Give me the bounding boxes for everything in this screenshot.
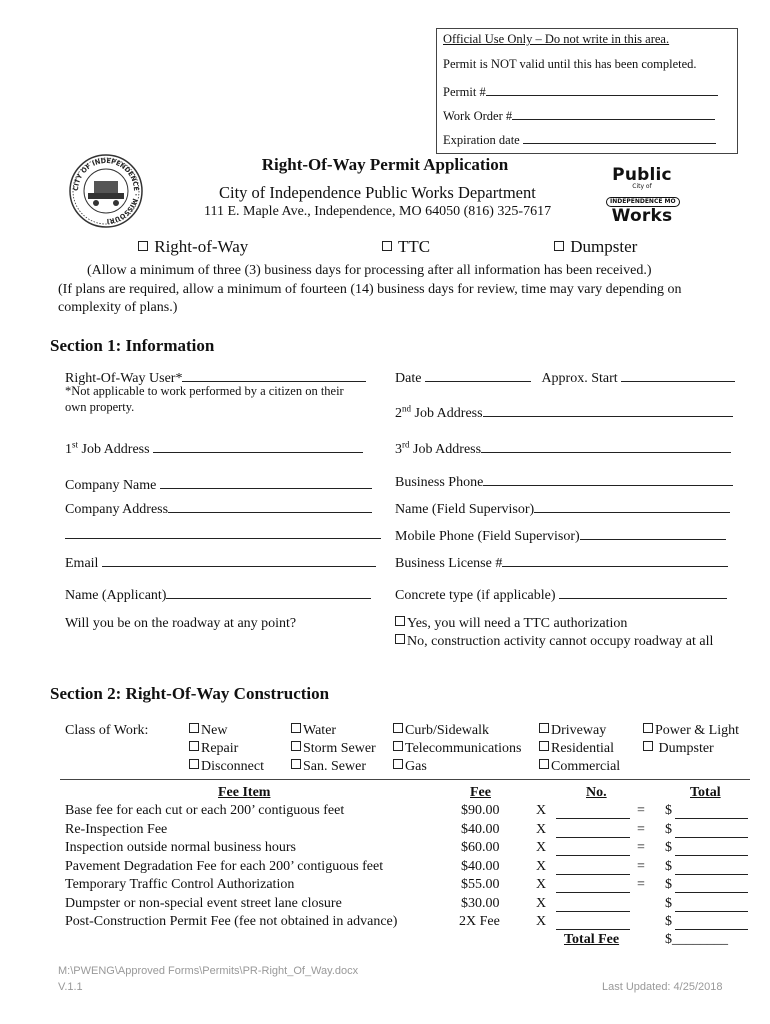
total-fee-label: Total Fee [564,932,620,947]
checkbox-dumpster[interactable] [554,241,564,251]
class-option-storm-sewer[interactable]: Storm Sewer [291,741,376,757]
quantity-field[interactable] [556,822,630,838]
total-fee-field[interactable]: $________ [665,932,728,947]
checkbox-ttc[interactable] [382,241,392,251]
row-total-field[interactable] [675,914,748,930]
row-user-field[interactable] [182,367,366,382]
company-address-line2-field[interactable] [65,538,381,539]
company-name-label: Company Name [65,478,157,493]
checkbox-roadway-yes[interactable] [395,616,405,626]
class-option-residential[interactable]: Residential [539,741,614,757]
section2-heading: Section 2: Right-Of-Way Construction [50,684,330,703]
option-dumpster[interactable]: Dumpster [554,237,637,257]
fee-amount: 2X Fee [459,914,500,929]
row-total-currency: $ [665,821,672,837]
fee-item-label: Pavement Degradation Fee for each 200’ contiguous feet [65,858,384,874]
fee-item-label: Base fee for each cut or each 200’ contiguous feet [65,803,345,818]
work-order-label: Work Order # [443,109,513,123]
multiply-sign: X [536,914,547,929]
class-option-curb-sidewalk[interactable]: Curb/Sidewalk [393,723,489,739]
roadway-yes-option[interactable]: Yes, you will need a TTC authorization [395,616,627,632]
field-supervisor-label: Name (Field Supervisor) [395,502,535,517]
not-valid-note: Permit is NOT valid until this has been completed. [443,57,697,71]
total-header: Total [690,785,721,800]
row-total-field[interactable] [675,803,748,819]
public-works-logo: Public City of INDEPENDENCE MO Works [606,167,678,221]
equals-sign: = [637,840,645,855]
multiply-sign: X [536,895,547,911]
quantity-field[interactable] [556,859,630,875]
checkbox-roadway-no[interactable] [395,634,405,644]
multiply-sign: X [536,877,547,892]
row-user-label: Right-Of-Way User* [65,371,183,386]
quantity-field[interactable] [556,803,630,819]
class-option-commercial[interactable]: Commercial [539,759,620,775]
option-ttc[interactable]: TTC [382,237,430,257]
department-address: 111 E. Maple Ave., Independence, MO 64050 (816) 325-7617 [204,204,552,219]
processing-note: (Allow a minimum of three (3) business days for processing after all information has been received.) [87,263,652,278]
form-title: Right-Of-Way Permit Application [261,155,509,174]
roadway-question: Will you be on the roadway at any point? [65,616,297,631]
approx-start-field[interactable] [621,367,735,382]
business-phone-field[interactable] [483,471,733,486]
job-address-1-label: Job Address [78,442,150,457]
class-option-new[interactable]: New [189,723,227,739]
date-field[interactable] [425,367,531,382]
concrete-type-field[interactable] [559,584,727,599]
equals-sign: = [637,803,645,818]
department-name: City of Independence Public Works Department [219,183,536,202]
fee-item-label: Re-Inspection Fee [65,821,168,837]
company-address-field[interactable] [168,498,372,513]
class-option-driveway[interactable]: Driveway [539,723,606,739]
mobile-phone-label: Mobile Phone (Field Supervisor) [395,529,580,544]
option-right-of-way[interactable]: Right-of-Way [138,237,248,257]
official-use-heading: Official Use Only – Do not write in this area. [443,32,670,46]
expiration-date-field[interactable] [523,129,716,144]
row-total-currency: $ [665,858,672,874]
quantity-field[interactable] [556,840,630,856]
company-address-label: Company Address [65,502,169,517]
multiply-sign: X [536,803,547,818]
fee-amount: $60.00 [461,840,500,855]
footer-file-path: M:\PWENG\Approved Forms\Permits\PR-Right_Of_Way.docx [58,965,359,977]
class-option-repair[interactable]: Repair [189,741,238,757]
row-total-field[interactable] [675,896,748,912]
job-address-3-label: Job Address [409,442,482,457]
footer-last-updated: Last Updated: 4/25/2018 [602,981,723,993]
equals-sign: = [637,858,645,874]
no-header: No. [586,785,607,800]
class-option-san-sewer[interactable]: San. Sewer [291,759,366,775]
fee-item-label: Post-Construction Permit Fee (fee not obtained in advance) [65,914,398,929]
multiply-sign: X [536,840,547,855]
official-use-box [436,28,738,154]
quantity-field[interactable] [556,896,630,912]
row-total-currency: $ [665,840,672,855]
permit-number-label: Permit # [443,85,486,99]
applicant-name-label: Name (Applicant) [65,588,167,603]
fee-amount: $55.00 [461,877,500,892]
row-user-note: *Not applicable to work performed by a citizen on their [65,384,344,398]
equals-sign: = [637,821,645,837]
plans-note: (If plans are required, allow a minimum of fourteen (14) business days for review, time may vary depending on [58,282,682,297]
row-total-field[interactable] [675,859,748,875]
class-option-water[interactable]: Water [291,723,336,739]
field-supervisor-field[interactable] [534,498,730,513]
row-total-currency: $ [665,895,672,911]
footer-version: V.1.1 [58,981,83,993]
row-total-currency: $ [665,877,672,892]
fee-item-label: Inspection outside normal business hours [65,840,296,855]
fee-item-label: Temporary Traffic Control Authorization [65,877,295,892]
fee-amount: $40.00 [461,821,500,837]
quantity-field[interactable] [556,914,630,930]
roadway-no-option[interactable]: No, construction activity cannot occupy roadway at all [395,634,713,650]
plans-note-cont: complexity of plans.) [58,300,178,315]
fee-item-label: Dumpster or non-special event street lane closure [65,895,342,911]
email-label: Email [65,556,99,571]
row-total-currency: $ [665,914,672,929]
checkbox-right-of-way[interactable] [138,241,148,251]
fee-amount: $90.00 [461,803,500,818]
fee-table-divider [60,779,750,780]
multiply-sign: X [536,858,547,874]
mobile-phone-field[interactable] [580,525,726,540]
work-order-field[interactable] [512,105,715,120]
job-address-2-label: Job Address [411,406,483,421]
business-phone-label: Business Phone [395,475,484,490]
email-field[interactable] [102,552,376,567]
class-option-power-light[interactable]: Power & Light [643,723,739,739]
expiration-date-label: Expiration date [443,133,520,147]
row-total-field[interactable] [675,822,748,838]
fee-amount: $30.00 [461,895,500,911]
quantity-field[interactable] [556,877,630,893]
business-license-field[interactable] [502,552,728,567]
seal-text: CITY OF INDEPENDENCE · MISSOURI [71,156,141,226]
multiply-sign: X [536,821,547,837]
equals-sign: = [637,877,645,892]
row-total-field[interactable] [675,840,748,856]
class-of-work-label: Class of Work: [65,723,149,738]
company-name-field[interactable] [160,474,372,489]
job-address-1-field[interactable] [153,438,363,453]
applicant-name-field[interactable] [166,584,371,599]
class-option-telecommunications[interactable]: Telecommunications [393,741,521,757]
date-label: Date [395,371,422,386]
approx-start-label: Approx. Start [541,371,618,386]
row-total-field[interactable] [675,877,748,893]
row-total-currency: $ [665,803,672,818]
fee-item-header: Fee Item [218,785,271,800]
class-option-disconnect[interactable]: Disconnect [189,759,264,775]
job-address-3-field[interactable] [481,438,731,453]
section1-heading: Section 1: Information [50,336,215,355]
class-option-dumpster[interactable]: Dumpster [643,741,714,757]
fee-amount: $40.00 [461,858,500,874]
concrete-type-label: Concrete type (if applicable) [395,588,556,603]
fee-header: Fee [470,785,491,800]
business-license-label: Business License # [395,556,503,571]
row-user-note-cont: own property. [65,400,135,414]
permit-number-field[interactable] [486,81,718,96]
class-option-gas[interactable]: Gas [393,759,427,775]
job-address-2-field[interactable] [483,402,733,417]
